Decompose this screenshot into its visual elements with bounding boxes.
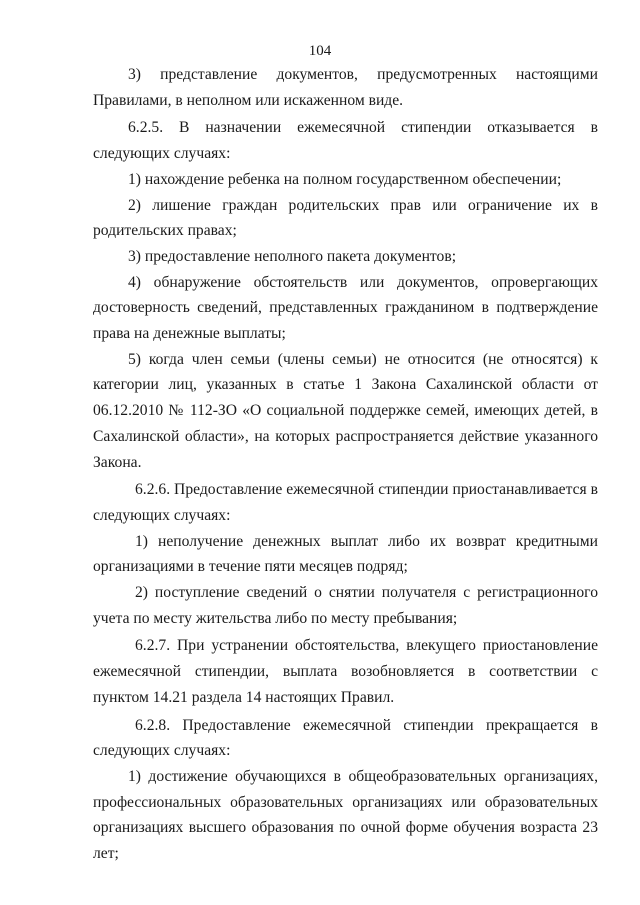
- paragraph-6-2-5-item-4: 4) обнаружение обстоятельств или документов, опровергающих достоверность сведений, представленных гражданином в подтверждение права на денежные выплаты;: [93, 273, 598, 343]
- document-body: [93, 62, 598, 867]
- paragraph-6-2-6-item-1: 1) неполучение денежных выплат либо их возврат кредитными организациями в течение пяти месяцев подряд;: [93, 532, 598, 576]
- paragraph-6-2-5-item-2: 2) лишение граждан родительских прав или ограничение их в родительских правах;: [93, 196, 598, 240]
- paragraph-6-2-8: 6.2.8. Предоставление ежемесячной стипендии прекращается в следующих случаях:: [93, 716, 598, 760]
- paragraph-6-2-6: 6.2.6. Предоставление ежемесячной стипендии приостанавливается в следующих случаях:: [93, 481, 598, 524]
- paragraph-6-2-6-item-2: 2) поступление сведений о снятии получателя с регистрационного учета по месту жительства либо по месту пребывания;: [93, 584, 598, 627]
- paragraph-6-2-5-item-3: 3) предоставление неполного пакета документов;: [128, 247, 457, 265]
- paragraph-item-3-incomplete-documents: 3) представление документов, предусмотренных настоящими Правилами, в неполном или искаженном виде.: [93, 66, 598, 109]
- paragraph-6-2-8-item-1: 1) достижение обучающихся в общеобразовательных организациях, профессиональных образовательных организациях или образовательных организациях высшего образования по очной форме обучения возраста 23 лет;: [93, 767, 598, 863]
- paragraph-6-2-5-item-5: 5) когда член семьи (члены семьи) не относится (не относятся) к категории лиц, указанных в статье 1 Закона Сахалинской области от 06.12.2010 № 112-ЗО «О социальной поддержке семей, имеющих детей, в Сахалинской области», на которых распространяется действие указанного Закона.: [93, 350, 598, 471]
- paragraph-6-2-7: 6.2.7. При устранении обстоятельства, влекущего приостановление ежемесячной стипендии, выплата возобновляется в соответствии с пунктом 14.21 раздела 14 настоящих Правил.: [93, 637, 598, 706]
- paragraph-6-2-5-item-1: 1) нахождение ребенка на полном государственном обеспечении;: [128, 170, 562, 188]
- page-number: 104: [308, 43, 332, 59]
- paragraph-6-2-5: 6.2.5. В назначении ежемесячной стипендии отказывается в следующих случаях:: [93, 119, 598, 163]
